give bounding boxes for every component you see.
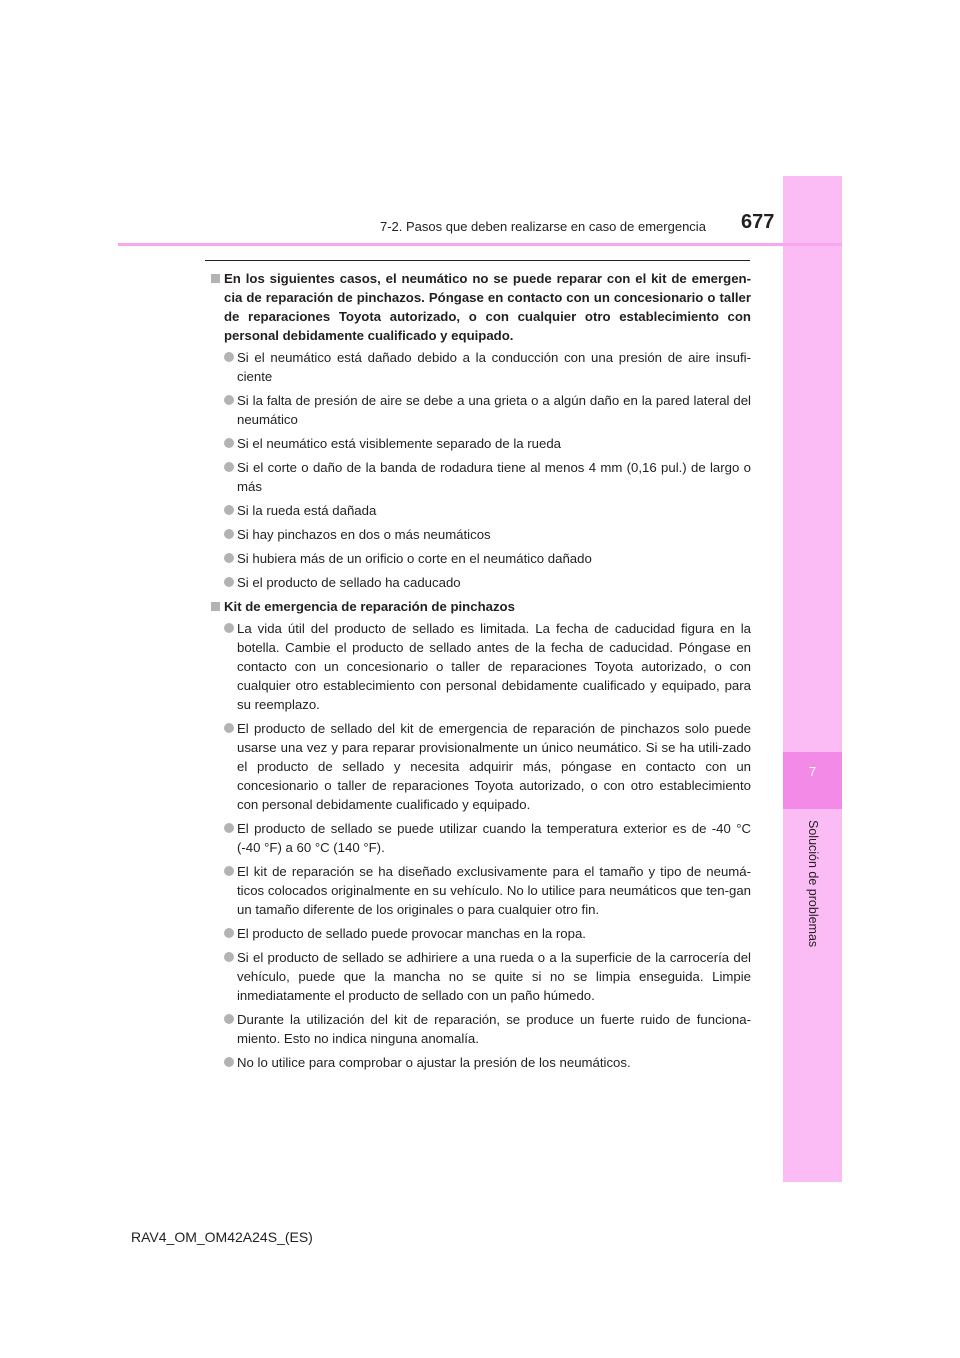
page-number: 677 — [741, 211, 775, 233]
list-item: El kit de reparación se ha diseñado exclusivamente para el tamaño y tipo de neumá-ticos colocados originalmente en su vehículo. No lo utilice para neumáticos que ten-gan un tamaño diferente de los originales o para cualquier otro fin. — [210, 862, 751, 919]
circle-bullet-icon — [224, 505, 234, 515]
main-content — [210, 269, 751, 1077]
list-item: Si el neumático está dañado debido a la conducción con una presión de aire insufi-ciente — [210, 348, 751, 386]
list-item: Si la falta de presión de aire se debe a una grieta o a algún daño en la pared lateral del neumático — [210, 391, 751, 429]
chapter-title: Solución de problemas — [806, 820, 820, 948]
section-heading: En los siguientes casos, el neumático no se puede reparar con el kit de emergen-cia de reparación de pinchazos. Póngase en contacto con un concesionario o taller de reparaciones Toyota autorizado, o con cualquier otro establecimiento con personal debidamente cualificado y equipado. — [210, 269, 751, 345]
circle-bullet-icon — [224, 577, 234, 587]
circle-bullet-icon — [224, 395, 234, 405]
chapter-number: 7 — [808, 764, 817, 779]
list-item: Si el corte o daño de la banda de rodadura tiene al menos 4 mm (0,16 pul.) de largo o más — [210, 458, 751, 496]
circle-bullet-icon — [224, 462, 234, 472]
circle-bullet-icon — [224, 823, 234, 833]
circle-bullet-icon — [224, 1057, 234, 1067]
circle-bullet-icon — [224, 623, 234, 633]
list-item: Si el neumático está visiblemente separado de la rueda — [210, 434, 751, 453]
circle-bullet-icon — [224, 553, 234, 563]
header-divider — [118, 243, 842, 246]
list-item: No lo utilice para comprobar o ajustar la presión de los neumáticos. — [210, 1053, 751, 1072]
circle-bullet-icon — [224, 1014, 234, 1024]
chapter-number-box — [783, 752, 842, 809]
circle-bullet-icon — [224, 723, 234, 733]
list-item: El producto de sellado puede provocar manchas en la ropa. — [210, 924, 751, 943]
list-item: Si hay pinchazos en dos o más neumáticos — [210, 525, 751, 544]
circle-bullet-icon — [224, 928, 234, 938]
content-divider — [205, 260, 750, 261]
chapter-side-tab — [783, 176, 842, 1182]
circle-bullet-icon — [224, 352, 234, 362]
square-bullet-icon — [211, 602, 220, 611]
list-item: Si la rueda está dañada — [210, 501, 751, 520]
list-item: Si el producto de sellado se adhiriere a una rueda o a la superficie de la carrocería del vehículo, puede que la mancha no se quite si no se limpia enseguida. Limpie inmediatamente el producto de sellado con un paño húmedo. — [210, 948, 751, 1005]
list-item: La vida útil del producto de sellado es limitada. La fecha de caducidad figura en la botella. Cambie el producto de sellado antes de la fecha de caducidad. Póngase en contacto con un concesionario o taller de reparaciones Toyota autorizado, o con cualquier otro establecimiento con personal debidamente cualificado y equipado, para su reemplazo. — [210, 619, 751, 714]
section-title: 7-2. Pasos que deben realizarse en caso de emergencia — [380, 219, 706, 234]
list-item: Si el producto de sellado ha caducado — [210, 573, 751, 592]
list-item: Durante la utilización del kit de reparación, se produce un fuerte ruido de funciona-miento. Esto no indica ninguna anomalía. — [210, 1010, 751, 1048]
document-code: RAV4_OM_OM42A24S_(ES) — [131, 1229, 313, 1245]
section-heading: Kit de emergencia de reparación de pinchazos — [210, 597, 751, 616]
circle-bullet-icon — [224, 866, 234, 876]
circle-bullet-icon — [224, 529, 234, 539]
square-bullet-icon — [211, 274, 220, 283]
circle-bullet-icon — [224, 952, 234, 962]
list-item: El producto de sellado del kit de emergencia de reparación de pinchazos solo puede usarse una vez y para reparar provisionalmente un único neumático. Si se ha utili-zado el producto de sellado y necesita adquirir más, póngase en contacto con un concesionario o taller de reparaciones Toyota autorizado, o con otro establecimiento con personal debidamente cualificado y equipado. — [210, 719, 751, 814]
circle-bullet-icon — [224, 438, 234, 448]
list-item: Si hubiera más de un orificio o corte en el neumático dañado — [210, 549, 751, 568]
list-item: El producto de sellado se puede utilizar cuando la temperatura exterior es de -40 °C (-40 °F) a 60 °C (140 °F). — [210, 819, 751, 857]
